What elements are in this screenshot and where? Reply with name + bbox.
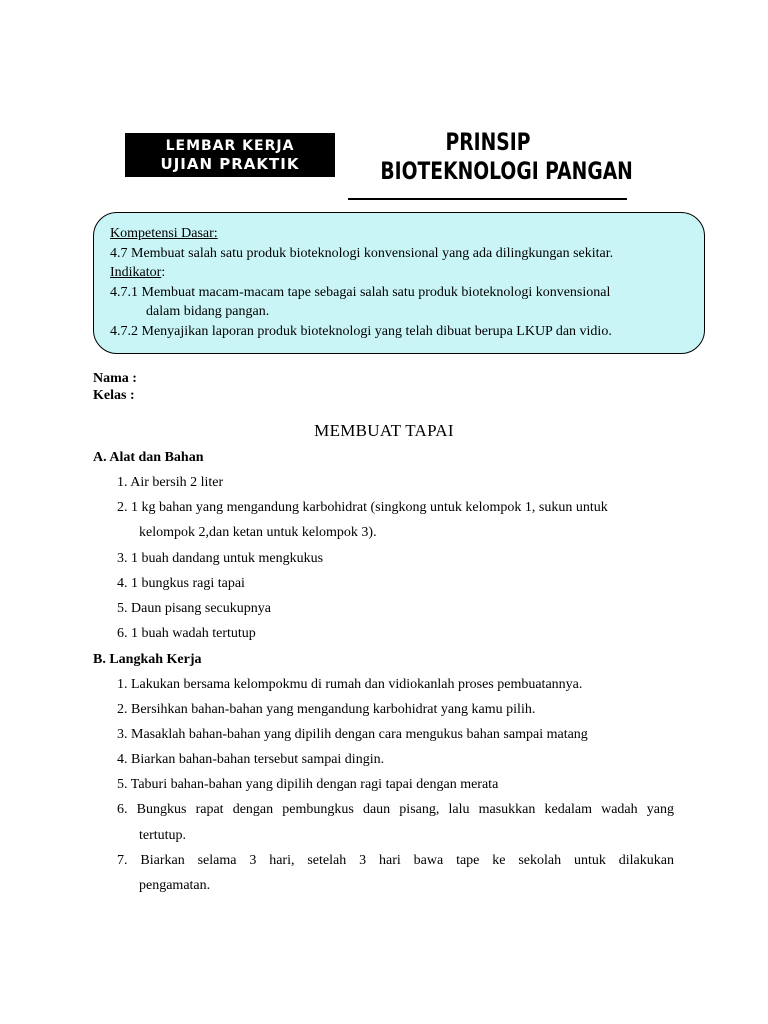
alat-item: 5. Daun pisang secukupnya <box>117 601 271 616</box>
kompetensi-box <box>93 212 705 354</box>
langkah-item: 1. Lakukan bersama kelompokmu di rumah dan vidiokanlah proses pembuatannya. <box>117 677 583 692</box>
kompetensi-dasar-text: 4.7 Membuat salah satu produk bioteknologi konvensional yang ada dilingkungan sekitar. <box>110 245 614 261</box>
langkah-item-continuation: tertutup. <box>139 828 187 843</box>
alat-item: 2. 1 kg bahan yang mengandung karbohidrat (singkong untuk kelompok 1, sukun untuk <box>117 500 608 515</box>
indikator-1-line2: dalam bidang pangan. <box>146 304 270 319</box>
worksheet-label-line2: UJIAN PRAKTIK <box>160 155 300 173</box>
worksheet-label-line1: LEMBAR KERJA <box>165 138 295 154</box>
indikator-line <box>110 263 704 283</box>
indikator-1-line1: 4.7.1 Membuat macam-macam tape sebagai salah satu produk bioteknologi konvensional <box>110 284 611 300</box>
section-heading: MEMBUAT TAPAI <box>314 421 454 440</box>
langkah-item: 6. Bungkus rapat dengan pembungkus daun pisang, lalu masukkan kedalam wadah yang <box>117 802 674 817</box>
langkah-item: 2. Bersihkan bahan-bahan yang mengandung karbohidrat yang kamu pilih. <box>117 702 536 717</box>
langkah-item: 3. Masaklah bahan-bahan yang dipilih dengan cara mengukus bahan sampai matang <box>117 727 588 742</box>
indikator-label: Indikator <box>110 265 162 280</box>
indikator-colon: : <box>161 265 166 280</box>
langkah-item: 4. Biarkan bahan-bahan tersebut sampai dingin. <box>117 752 385 767</box>
nama-field-label: Nama : <box>93 371 137 386</box>
title-underline <box>348 198 627 200</box>
langkah-item-continuation: pengamatan. <box>139 878 211 893</box>
alat-item: 6. 1 buah wadah tertutup <box>117 626 256 641</box>
worksheet-label-box <box>125 133 335 177</box>
indikator-2: 4.7.2 Menyajikan laporan produk bioteknologi yang telah dibuat berupa LKUP dan vidio. <box>110 323 612 339</box>
alat-item: 1. Air bersih 2 liter <box>117 475 224 490</box>
langkah-item: 7. Biarkan selama 3 hari, setelah 3 hari bawa tape ke sekolah untuk dilakukan <box>117 853 674 868</box>
title-line2: BIOTEKNOLOGI PANGAN <box>380 157 633 185</box>
section-a-title: A. Alat dan Bahan <box>93 450 204 465</box>
alat-item: 4. 1 bungkus ragi tapai <box>117 576 245 591</box>
title-line1: PRINSIP <box>445 128 531 156</box>
section-b-title: B. Langkah Kerja <box>93 652 202 667</box>
alat-item: 3. 1 buah dandang untuk mengkukus <box>117 551 324 566</box>
kompetensi-label: Kompetensi Dasar: <box>110 226 218 241</box>
alat-item-continuation: kelompok 2,dan ketan untuk kelompok 3). <box>139 525 377 540</box>
langkah-item: 5. Taburi bahan-bahan yang dipilih dengan ragi tapai dengan merata <box>117 777 499 792</box>
kelas-field-label: Kelas : <box>93 388 135 403</box>
document-title <box>350 128 633 186</box>
